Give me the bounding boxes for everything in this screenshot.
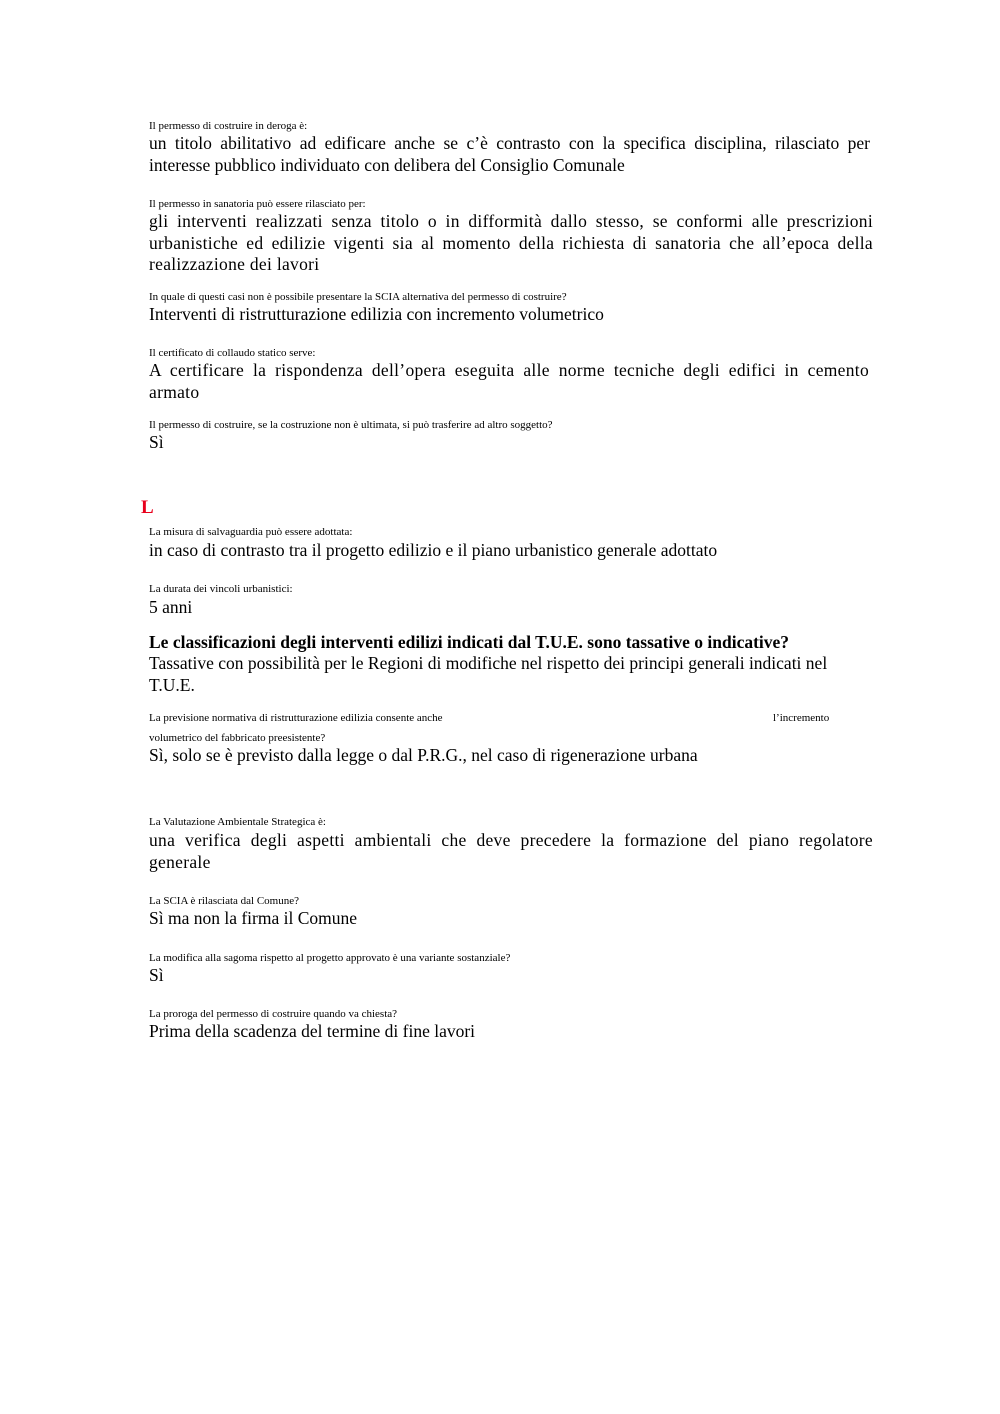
- question-text: La misura di salvaguardia può essere adottata:: [149, 526, 353, 538]
- question-text: La SCIA è rilasciata dal Comune?: [149, 895, 299, 907]
- answer-text: Tassative con possibilità per le Regioni di modifiche nel rispetto dei principi generali indicati nel T.U.E.: [149, 653, 828, 695]
- question-text: Il certificato di collaudo statico serve:: [149, 347, 316, 359]
- answer-text: un titolo abilitativo ad edificare anche se c’è contrasto con la specifica disciplina, rilasciato per interesse pubblico individuato con delibera del Consiglio Comunale: [149, 133, 870, 175]
- question-text-part2: l’incremento: [773, 712, 830, 724]
- question-text: Il permesso di costruire, se la costruzione non è ultimata, si può trasferire ad altro soggetto?: [149, 419, 553, 431]
- question-text: In quale di questi casi non è possibile presentare la SCIA alternativa del permesso di costruire?: [149, 291, 567, 303]
- question-text: La modifica alla sagoma rispetto al progetto approvato è una variante sostanziale?: [149, 952, 511, 964]
- question-text: Il permesso in sanatoria può essere rilasciato per:: [149, 198, 366, 210]
- answer-text: Interventi di ristrutturazione edilizia con incremento volumetrico: [149, 304, 604, 324]
- question-text: La Valutazione Ambientale Strategica è:: [149, 816, 326, 828]
- answer-text: Prima della scadenza del termine di fine lavori: [149, 1021, 476, 1041]
- section-letter: L: [141, 497, 154, 518]
- answer-text: 5 anni: [149, 597, 193, 617]
- question-text-part3: volumetrico del fabbricato preesistente?: [149, 732, 326, 744]
- question-text-part1: La previsione normativa di ristrutturazione edilizia consente anche: [149, 712, 443, 724]
- answer-text: Sì, solo se è previsto dalla legge o dal P.R.G., nel caso di rigenerazione urbana: [149, 745, 698, 765]
- question-text: La durata dei vincoli urbanistici:: [149, 583, 293, 595]
- answer-text: Sì: [149, 965, 164, 985]
- question-heading: Le classificazioni degli interventi edilizi indicati dal T.U.E. sono tassative o indicative?: [149, 632, 790, 652]
- answer-text: in caso di contrasto tra il progetto edilizio e il piano urbanistico generale adottato: [149, 540, 718, 560]
- answer-text: Sì: [149, 432, 164, 452]
- question-text: Il permesso di costruire in deroga è:: [149, 120, 308, 132]
- question-text: La proroga del permesso di costruire quando va chiesta?: [149, 1008, 398, 1020]
- answer-text: una verifica degli aspetti ambientali che deve precedere la formazione del piano regolatore generale: [149, 830, 873, 872]
- answer-text: Sì ma non la firma il Comune: [149, 908, 358, 928]
- answer-text: A certificare la rispondenza dell’opera eseguita alle norme tecniche degli edifici in cemento armato: [149, 360, 869, 402]
- answer-text: gli interventi realizzati senza titolo o in difformità dallo stesso, se conformi alle prescrizioni urbanistiche ed edilizie vigenti sia al momento della richiesta di sanatoria che all’epoca della realizzazione dei lavori: [149, 211, 873, 274]
